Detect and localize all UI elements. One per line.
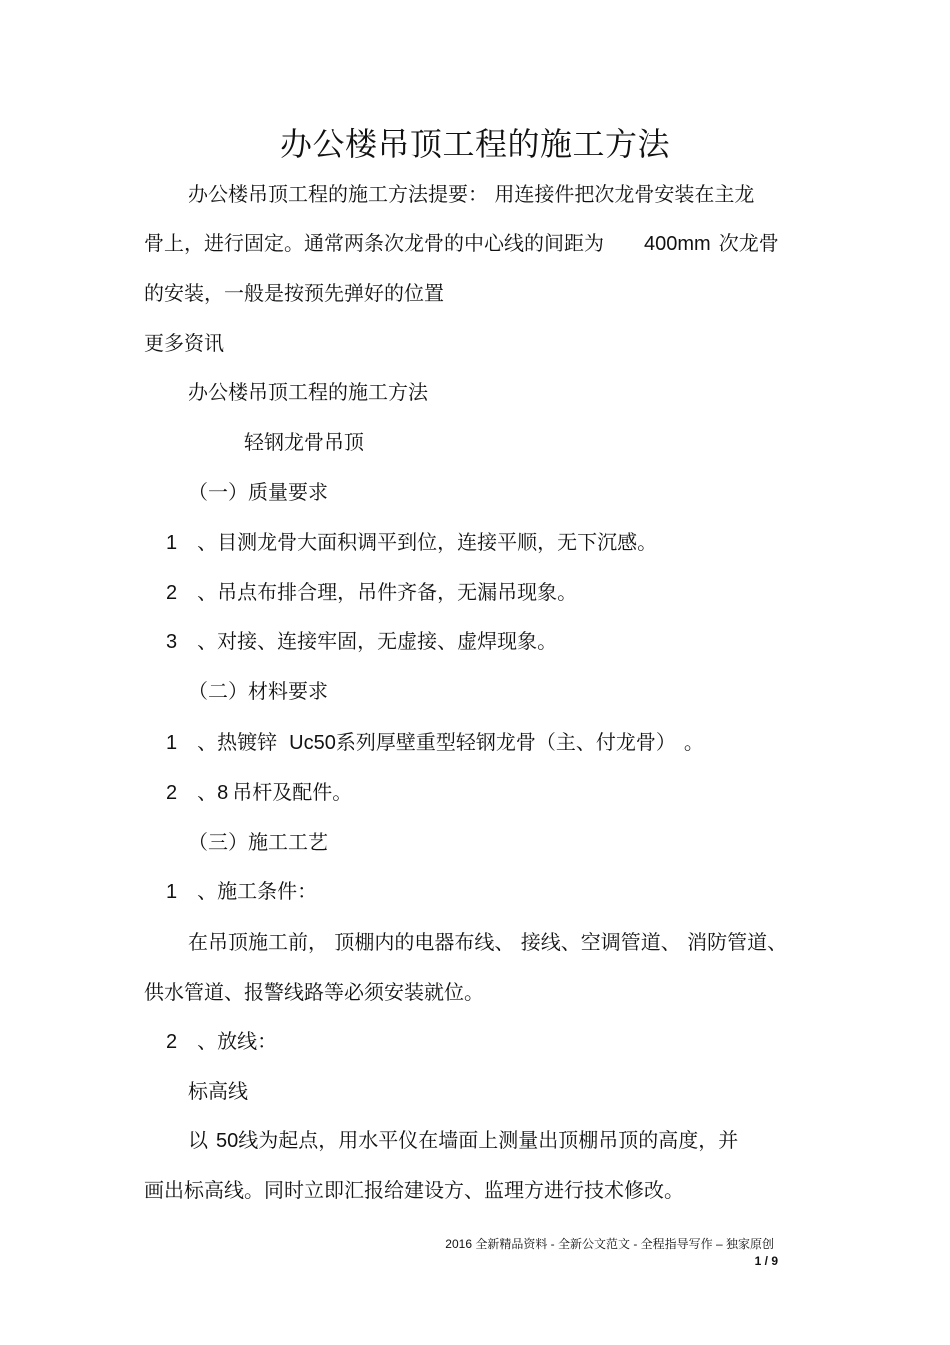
list-text: 系列厚壁重型轻钢龙骨（主、付龙骨） bbox=[335, 730, 666, 754]
quality-heading: （一）质量要求 bbox=[188, 480, 328, 504]
elevation-text: 以 bbox=[188, 1128, 208, 1152]
list-number: 1 bbox=[166, 732, 178, 754]
rod-size: 8 bbox=[217, 782, 229, 804]
process-item bbox=[166, 877, 317, 906]
quality-item bbox=[166, 578, 577, 607]
page-number: 1 / 9 bbox=[754, 1254, 778, 1268]
spacing-value: 400mm bbox=[644, 233, 711, 255]
list-text: 、 bbox=[197, 780, 218, 804]
footer-text: 2016 全新精品资料 - 全新公文范文 - 全程指导写作 – 独家原创 bbox=[445, 1237, 774, 1251]
list-text: 、施工条件： bbox=[197, 879, 318, 903]
material-item bbox=[166, 728, 704, 757]
summary-line-1: 办公楼吊顶工程的施工方法提要： 用连接件把次龙骨安装在主龙 bbox=[188, 182, 755, 206]
quality-item bbox=[166, 627, 557, 656]
summary-line-2 bbox=[144, 229, 779, 258]
list-text: 、热镀锌 bbox=[197, 730, 278, 754]
material-item bbox=[166, 778, 352, 807]
list-text: 吊杆及配件。 bbox=[232, 780, 353, 804]
list-text: 、目测龙骨大面积调平到位，连接平顺，无下沉感。 bbox=[197, 530, 658, 554]
section-heading: 轻钢龙骨吊顶 bbox=[244, 430, 364, 454]
condition-line-1: 在吊顶施工前， 顶棚内的电器布线、 接线、空调管道、 消防管道、 bbox=[188, 930, 788, 954]
more-info-link[interactable]: 更多资讯 bbox=[144, 331, 224, 355]
list-number: 3 bbox=[166, 631, 178, 653]
list-number: 1 bbox=[166, 881, 178, 903]
material-heading: （二）材料要求 bbox=[188, 679, 328, 703]
list-text: 。 bbox=[683, 730, 704, 754]
list-number: 2 bbox=[166, 782, 178, 804]
elevation-label: 标高线 bbox=[188, 1079, 248, 1103]
list-text: 、对接、连接牢固，无虚接、虚焊现象。 bbox=[197, 629, 558, 653]
section-subtitle: 办公楼吊顶工程的施工方法 bbox=[188, 380, 428, 404]
list-number: 2 bbox=[166, 1031, 178, 1053]
process-item bbox=[166, 1027, 277, 1056]
elevation-line-1 bbox=[188, 1126, 738, 1155]
list-text: 、吊点布排合理，吊件齐备，无漏吊现象。 bbox=[197, 580, 578, 604]
summary-line-2-text: 骨上，进行固定。通常两条次龙骨的中心线的间距为 bbox=[144, 231, 604, 255]
document-title: 办公楼吊顶工程的施工方法 bbox=[279, 125, 670, 163]
list-text: 、放线： bbox=[197, 1029, 278, 1053]
summary-line-2-tail: 次龙骨 bbox=[718, 231, 779, 255]
quality-item bbox=[166, 528, 657, 557]
summary-line-3: 的安装，一般是按预先弹好的位置 bbox=[144, 281, 444, 305]
condition-line-2: 供水管道、报警线路等必须安装就位。 bbox=[144, 980, 484, 1004]
reference-line-value: 50 bbox=[216, 1130, 239, 1152]
list-number: 2 bbox=[166, 582, 178, 604]
list-number: 1 bbox=[166, 532, 178, 554]
model-code: Uc50 bbox=[289, 732, 336, 754]
elevation-line-2: 画出标高线。同时立即汇报给建设方、监理方进行技术修改。 bbox=[144, 1178, 684, 1202]
process-heading: （三）施工工艺 bbox=[188, 830, 328, 854]
elevation-text: 线为起点，用水平仪在墙面上测量出顶棚吊顶的高度，并 bbox=[238, 1128, 739, 1152]
